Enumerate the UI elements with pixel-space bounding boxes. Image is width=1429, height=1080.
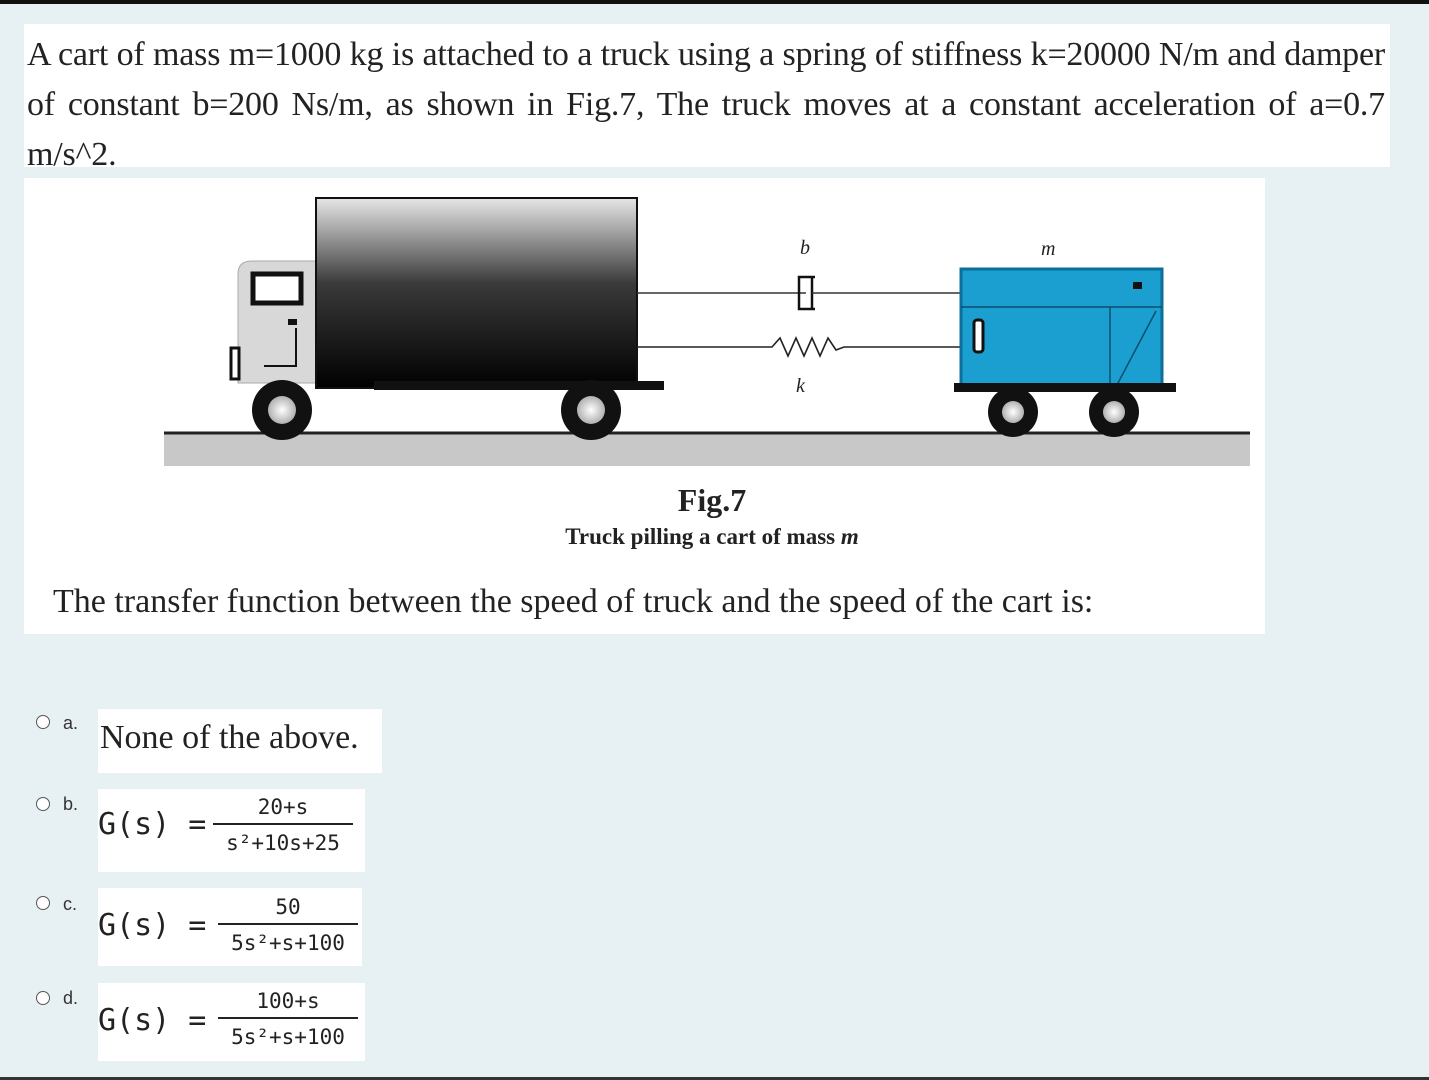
question-prompt: The transfer function between the speed of truck and the speed of the cart is: <box>53 583 1094 620</box>
option-d-lhs: G(s) = <box>98 1003 207 1038</box>
figure-panel <box>24 178 1265 634</box>
option-d-denominator: 5s²+s+100 <box>231 1025 345 1049</box>
option-b-radio[interactable] <box>36 797 50 811</box>
option-d-fraction-bar <box>218 1017 358 1019</box>
option-b-denominator: s²+10s+25 <box>226 831 340 855</box>
cart-front-hub <box>1002 401 1024 423</box>
truck-rear-hub <box>577 396 605 424</box>
option-a-letter: a. <box>63 713 79 733</box>
truck-box <box>316 198 637 388</box>
ground <box>164 433 1250 466</box>
option-d-letter: d. <box>63 988 79 1008</box>
top-rule <box>0 0 1429 4</box>
option-b-lhs: G(s) = <box>98 807 207 842</box>
cart-body <box>961 269 1162 386</box>
question-box <box>24 24 1390 173</box>
figure-subcaption-text: Truck pilling a cart of mass <box>565 524 836 549</box>
option-d-radio[interactable] <box>36 991 50 1005</box>
truck-window <box>253 274 301 303</box>
figure-subcaption <box>24 524 1400 550</box>
figure-caption: Fig.7 <box>677 482 747 518</box>
option-c-numerator: 50 <box>275 895 301 919</box>
option-b-fraction <box>213 793 353 857</box>
option-b-letter: b. <box>63 794 79 814</box>
truck-cart-diagram <box>24 178 1265 478</box>
truck-front-hub <box>268 396 296 424</box>
option-b-answer[interactable] <box>98 789 365 872</box>
option-d-numerator: 100+s <box>256 989 320 1013</box>
option-c-answer[interactable] <box>98 888 362 966</box>
option-a-text: None of the above. <box>100 719 359 756</box>
truck-bumper <box>374 381 664 390</box>
spring <box>637 338 961 356</box>
question-text: A cart of mass m=1000 kg is attached to a truck using a spring of stiffness k=20000 N/m and damper of constant b=200 Ns/m, as shown in Fig.7, The truck moves at a constant acceleration of a=0.7 m/s^2. <box>27 36 1385 173</box>
figure-subcaption-var: m <box>840 524 859 549</box>
mass-label: m <box>1041 238 1056 260</box>
option-a-answer[interactable] <box>98 709 382 773</box>
cart-chassis <box>954 383 1176 392</box>
cart-rear-hub <box>1103 401 1125 423</box>
cart-light <box>974 320 983 352</box>
damper-label: b <box>800 237 810 259</box>
option-c-letter: c. <box>63 894 78 914</box>
option-b-numerator: 20+s <box>257 795 309 819</box>
option-a-radio[interactable] <box>36 715 50 729</box>
truck-door-handle <box>288 319 297 325</box>
option-d-fraction <box>218 987 358 1051</box>
option-c-lhs: G(s) = <box>98 908 207 943</box>
spring-label: k <box>796 375 805 397</box>
option-b-fraction-bar <box>213 823 353 825</box>
cart-marker <box>1133 282 1142 289</box>
option-c-fraction-bar <box>218 923 358 925</box>
option-c-radio[interactable] <box>36 896 50 910</box>
option-c-fraction <box>218 893 358 957</box>
option-c-denominator: 5s²+s+100 <box>231 931 345 955</box>
option-d-answer[interactable] <box>98 983 365 1061</box>
truck-headlight <box>231 348 239 379</box>
